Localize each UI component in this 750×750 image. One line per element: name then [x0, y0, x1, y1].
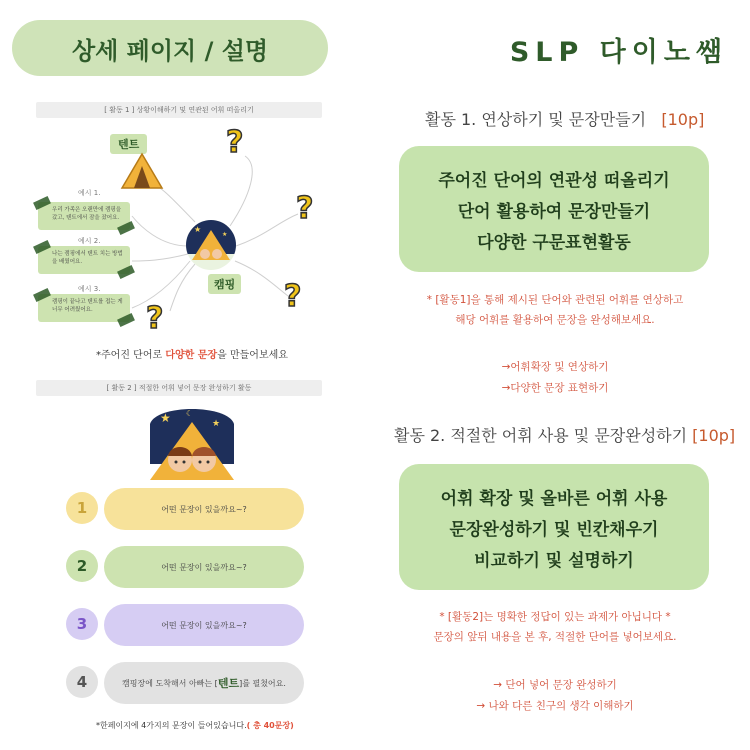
question-bar: 어떤 문장이 있을까요~? [104, 488, 304, 530]
example-label: 예시 2. [78, 237, 101, 245]
page-count-badge: [10p] [661, 110, 705, 129]
question-bar: 어떤 문장이 있을까요~? [104, 546, 304, 588]
activity1-note: * [활동1]을 통해 제시된 단어와 관련된 어휘를 연상하고 해당 어휘를 활용하여 문장을 완성해보세요. [426, 294, 684, 326]
svg-text:★: ★ [212, 419, 221, 429]
example-text: 캠핑이 끝나고 텐트를 접는 게 너무 어려웠어요. [52, 299, 123, 314]
camping-label: 캠핑 [208, 274, 241, 294]
example-card [38, 246, 130, 274]
camping-illustration [186, 220, 236, 270]
activity2-goals: → 단어 넣어 문장 완성하기 → 나와 다른 친구의 생각 이해하기 [476, 679, 634, 712]
page-title: 상세 페이지 / 설명 [12, 20, 328, 76]
example-text: 나는 캠핑에서 텐트 치는 방법을 배웠어요. [52, 251, 123, 266]
question-mark-icon: ? [284, 279, 302, 314]
activity2-strip: [ 활동 2 ] 적절한 어휘 넣어 문장 완성하기 활동 [36, 380, 322, 396]
kids-tent-illustration [146, 404, 238, 482]
activity1-instruction: *주어진 단어로 다양한 문장을 만들어보세요 [96, 350, 288, 361]
svg-text:★: ★ [194, 225, 202, 234]
example-text: 우리 가족은 오랜만에 캠핑을 갔고, 텐트에서 잠을 잤어요. [52, 207, 122, 222]
question-mark-icon: ? [296, 191, 314, 226]
brand-logo: SLP 다이노쌤 [509, 37, 728, 68]
question-number: 4 [66, 666, 98, 698]
example-card [38, 202, 130, 230]
question-number: 1 [66, 492, 98, 524]
tent-label: 텐트 [110, 134, 147, 154]
question-mark-icon: ? [226, 125, 244, 160]
example-label: 예시 1. [78, 189, 101, 197]
example-card [38, 294, 130, 322]
question-number: 2 [66, 550, 98, 582]
page-count-badge: [10p] [692, 426, 736, 445]
activity1-title: 활동 1. 연상하기 및 문장만들기 [10p] [425, 110, 705, 129]
tent-icon [120, 152, 164, 190]
example-label: 예시 3. [78, 285, 101, 293]
activity2-title: 활동 2. 적절한 어휘 사용 및 문장완성하기 [10p] [394, 426, 736, 445]
activity2-summary-box: 어휘 확장 및 올바른 어휘 사용 문장완성하기 및 빈칸채우기 비교하기 및 설명하기 [399, 464, 709, 590]
activity1-strip: [ 활동 1 ] 상황이해하기 및 연관된 어휘 떠올리기 [36, 102, 322, 118]
preview-footer-note: *한페이지에 4가지의 문장이 들어있습니다.( 총 40문장) [96, 721, 294, 730]
svg-text:★: ★ [160, 411, 171, 425]
activity1-goals: →어휘확장 및 연상하기 →다양한 문장 표현하기 [501, 361, 609, 394]
activity2-note: * [활동2]는 명확한 정답이 있는 과제가 아닙니다 * 문장의 앞뒤 내용을 본 후, 적절한 단어를 넣어보세요. [433, 611, 677, 643]
question-mark-icon: ? [146, 301, 164, 336]
svg-text:★: ★ [222, 231, 228, 238]
svg-text:☾: ☾ [186, 409, 194, 418]
question-number: 3 [66, 608, 98, 640]
worksheet-preview [30, 96, 330, 740]
question-bar: 캠핑장에 도착해서 아빠는 [ 텐트 ]를 펼쳤어요. [104, 662, 304, 704]
activity1-summary-box: 주어진 단어의 연관성 떠올리기 단어 활용하여 문장만들기 다양한 구문표현활동 [399, 146, 709, 272]
question-bar: 어떤 문장이 있을까요~? [104, 604, 304, 646]
